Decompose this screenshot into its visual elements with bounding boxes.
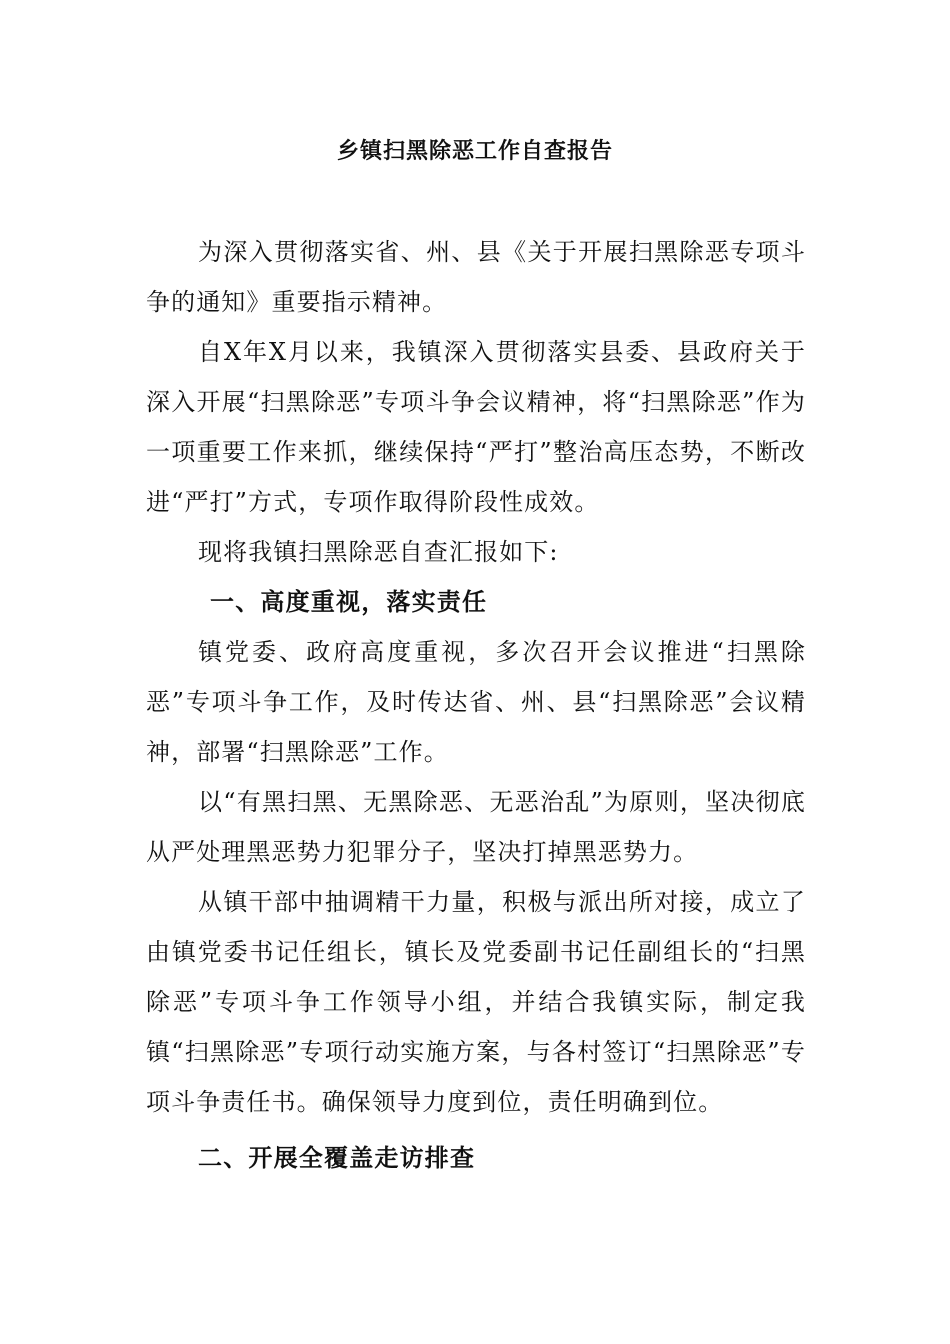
document-title: 乡镇扫黑除恶工作自查报告 xyxy=(336,139,613,164)
section-1-paragraph: 以“有黑扫黑、无黑除恶、无恶治乱”为原则，坚决彻底从严处理黑恶势力犯罪分子，坚决打掉黑恶势力。 xyxy=(146,788,806,866)
intro-paragraph: 现将我镇扫黑除恶自查汇报如下: xyxy=(198,538,559,566)
document-body xyxy=(146,227,806,1183)
section-heading-2: 二、开展全覆盖走访排查 xyxy=(198,1144,476,1172)
intro-paragraph: 为深入贯彻落实省、州、县《关于开展扫黑除恶专项斗争的通知》重要指示精神。 xyxy=(146,238,806,316)
section-heading-1: 一、高度重视，落实责任 xyxy=(210,588,488,616)
section-1-paragraph: 从镇干部中抽调精干力量，积极与派出所对接，成立了由镇党委书记任组长，镇长及党委副书记任副组长的“扫黑除恶”专项斗争工作领导小组，并结合我镇实际，制定我镇“扫黑除恶”专项行动实施方案，与各村签订“扫黑除恶”专项斗争责任书。确保领导力度到位，责任明确到位。 xyxy=(146,888,806,1116)
section-1-paragraph: 镇党委、政府高度重视，多次召开会议推进“扫黑除恶”专项斗争工作，及时传达省、州、县“扫黑除恶”会议精神，部署“扫黑除恶”工作。 xyxy=(146,638,806,766)
intro-paragraph: 自X年X月以来，我镇深入贯彻落实县委、县政府关于深入开展“扫黑除恶”专项斗争会议精神，将“扫黑除恶”作为一项重要工作来抓，继续保持“严打”整治高压态势，不断改进“严打”方式，专项作取得阶段性成效。 xyxy=(146,338,806,516)
